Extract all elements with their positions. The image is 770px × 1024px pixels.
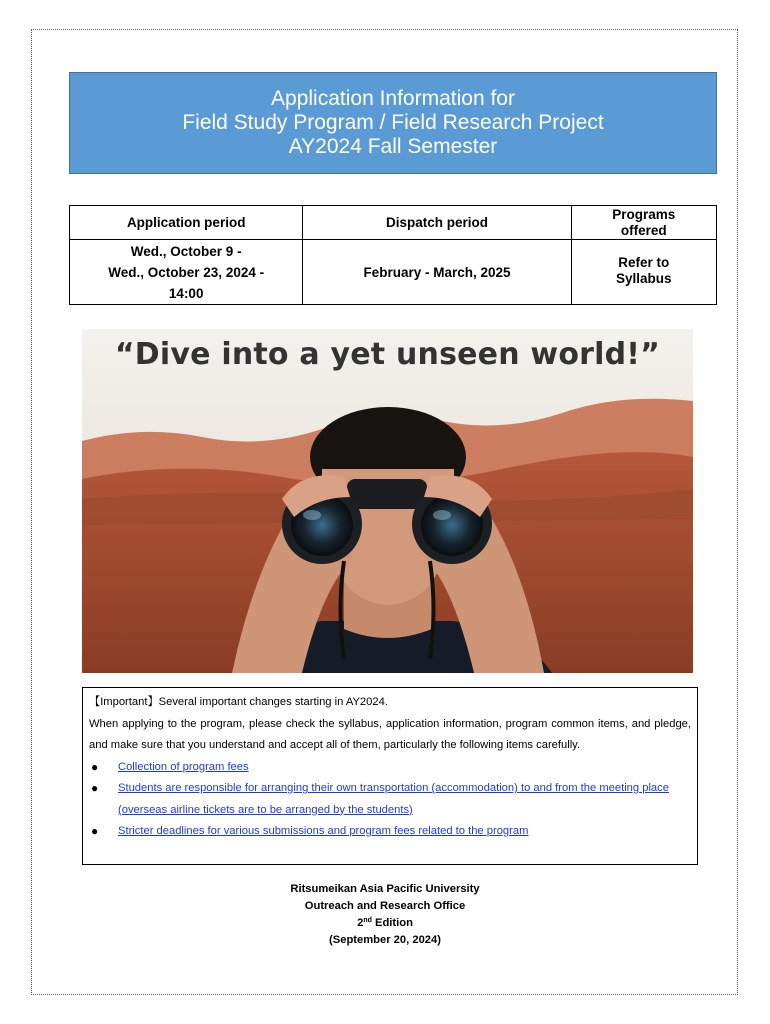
header-programs-offered-label: Programs offered: [612, 206, 676, 238]
notice-heading: 【Important】Several important changes starting in AY2024.: [89, 696, 388, 708]
hero-caption: “Dive into a yet unseen world!”: [114, 337, 661, 372]
list-item: [89, 778, 691, 821]
notice-intro: When applying to the program, please check the syllabus, application information, program common items, and pledge, and make sure that you understand and accept all of them, particularly the following items carefully.: [89, 717, 691, 751]
header-dispatch-period: Dispatch period: [303, 206, 571, 240]
table-header-row: [70, 206, 717, 240]
list-item: [89, 821, 691, 843]
table-row: [70, 240, 717, 305]
title-line-3: AY2024 Fall Semester: [288, 135, 498, 158]
title-line-2: Field Study Program / Field Research Project: [182, 111, 604, 134]
bullet-icon: ●: [91, 759, 99, 774]
important-notice: [82, 687, 698, 865]
footer: [0, 881, 770, 949]
footer-university: Ritsumeikan Asia Pacific University: [290, 883, 480, 895]
cell-programs-offered: [571, 240, 716, 305]
header-application-period: Application period: [70, 206, 303, 240]
bullet-icon: ●: [91, 824, 99, 838]
footer-date: (September 20, 2024): [329, 934, 441, 946]
edition-number: 2: [357, 917, 364, 929]
schedule-table: [69, 205, 717, 305]
link-transportation[interactable]: Students are responsible for arranging their own transportation (accommodation) to and from the meeting place (overseas airline tickets are to be arranged by the students): [118, 782, 669, 816]
cell-dispatch-period: February - March, 2025: [303, 240, 571, 305]
footer-edition: [0, 915, 770, 932]
programs-offered-value: Refer to Syllabus: [616, 255, 672, 286]
title-line-1: Application Information for: [271, 87, 515, 110]
application-period-line-3: 14:00: [168, 285, 204, 301]
list-item: [89, 757, 691, 779]
link-stricter-deadlines[interactable]: Stricter deadlines for various submissions and program fees related to the program: [118, 825, 529, 837]
edition-suffix: nd: [363, 917, 372, 924]
footer-office: Outreach and Research Office: [304, 900, 466, 912]
title-banner: [69, 72, 717, 174]
link-program-fees[interactable]: Collection of program fees: [118, 760, 249, 773]
notice-list: [89, 757, 691, 843]
application-period-line-1: Wed., October 9 -: [130, 243, 242, 259]
edition-word: Edition: [375, 917, 413, 929]
binoculars-person-illustration: [82, 329, 693, 673]
application-period-line-2: Wed., October 23, 2024 -: [108, 264, 265, 280]
header-programs-offered: [571, 206, 716, 240]
bullet-icon: ●: [91, 781, 99, 795]
cell-application-period: [70, 240, 303, 305]
hero-image: [82, 329, 693, 673]
